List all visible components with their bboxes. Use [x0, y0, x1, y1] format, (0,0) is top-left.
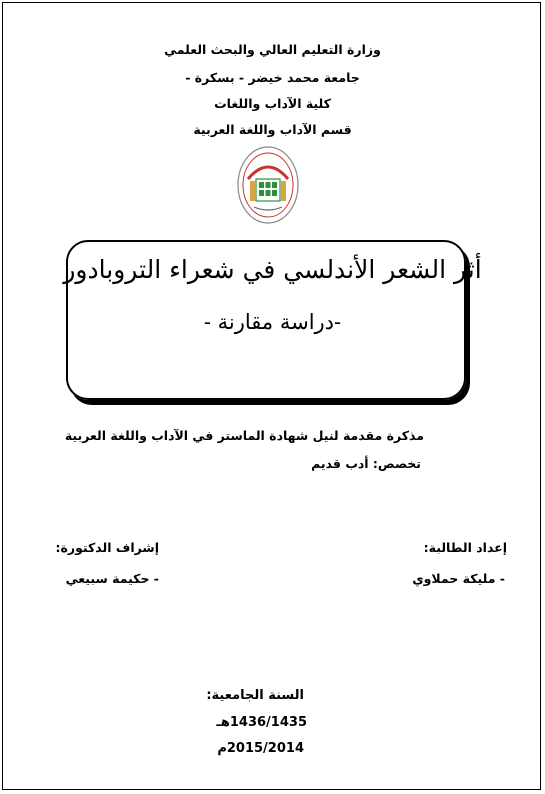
hijri-year: 1436/1435هـ	[216, 715, 307, 730]
thesis-subtitle: -دراسة مقارنة -	[203, 310, 342, 334]
specialization: تخصص: أدب قديم	[311, 456, 421, 471]
supervisor-label: إشراف الدكتورة:	[55, 540, 159, 555]
faculty-name: كلية الآداب واللغات	[214, 96, 331, 111]
student-label: إعداد الطالبة:	[423, 540, 507, 555]
gregorian-year: 2015/2014م	[217, 741, 304, 756]
supervisor-name: - حكيمة سبيعي	[65, 571, 159, 586]
ministry-name: وزارة التعليم العالي والبحث العلمي	[164, 42, 381, 57]
department-name: قسم الآداب واللغة العربية	[193, 122, 352, 137]
thesis-description: مذكرة مقدمة لنيل شهادة الماستر في الآداب واللغة العربية	[64, 428, 424, 443]
student-name: - مليكة حملاوي	[412, 571, 505, 586]
university-name: جامعة محمد خيضر - بسكرة -	[185, 70, 360, 85]
university-seal-icon	[236, 145, 300, 225]
thesis-title: أثر الشعر الأندلسي في شعراء التروبادور	[63, 255, 482, 284]
academic-year-label: السنة الجامعية:	[206, 688, 304, 703]
